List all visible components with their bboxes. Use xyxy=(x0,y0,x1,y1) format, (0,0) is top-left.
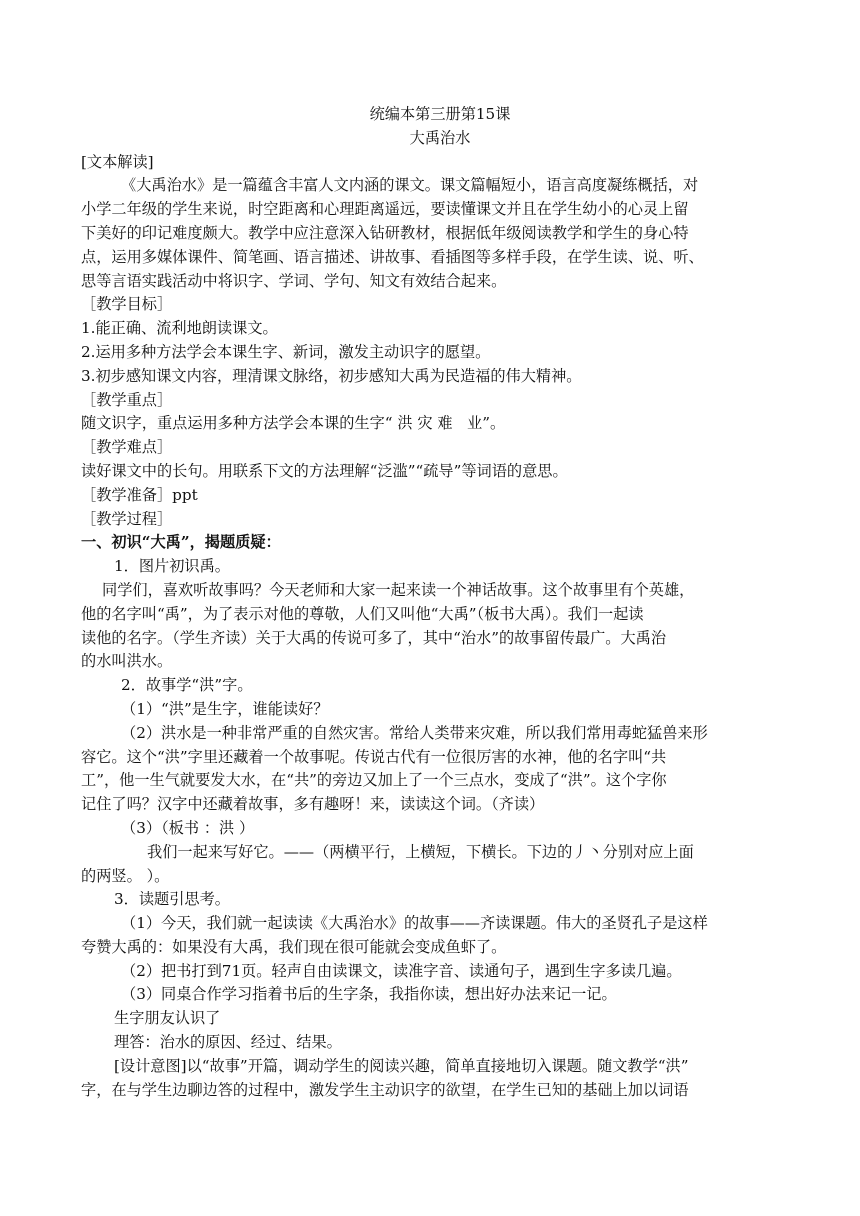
section-heading: 一、初识“大禹”，揭题质疑： xyxy=(81,533,281,552)
text-line: 3．读题引思考。 xyxy=(114,890,230,909)
text-line: 记住了吗？汉字中还藏着故事，多有趣呀！来，读读这个词。（齐读） xyxy=(81,795,545,814)
text-line: （1）“洪”是生字，谁能读好？ xyxy=(121,699,329,718)
text-line: 同学们，喜欢听故事吗？今天老师和大家一起来读一个神话故事。这个故事里有个英雄， xyxy=(102,580,695,599)
text-line: （2）洪水是一种非常严重的自然灾害。常给人类带来灾难，所以我们常用毒蛇猛兽来形 xyxy=(121,723,708,742)
text-line: 2．故事学“洪”字。 xyxy=(121,676,253,695)
text-line: 读他的名字。（学生齐读）关于大禹的传说可多了，其中“治水”的故事留传最广。大禹治 xyxy=(81,628,667,647)
text-line: ［教学重点］ xyxy=(81,390,173,409)
text-line: 夸赞大禹的：如果没有大禹，我们现在很可能就会变成鱼虾了。 xyxy=(81,937,507,956)
text-line: 2.运用多种方法学会本课生字、新词，激发主动识字的愿望。 xyxy=(81,342,491,361)
text-line: 3.初步感知课文内容，理清课文脉络，初步感知大禹为民造福的伟大精神。 xyxy=(81,366,582,385)
text-line: ［教学目标］ xyxy=(81,295,173,314)
text-line: （3）（板书 ：洪 ） xyxy=(121,818,255,837)
text-line: 1.能正确、流利地朗读课文。 xyxy=(81,319,278,338)
lesson-title: 大禹治水 xyxy=(409,128,471,147)
text-line: 读好课文中的长句。用联系下文的方法理解“泛滥”“疏导”等词语的意思。 xyxy=(81,461,568,480)
text-line: [设计意图]以“故事”开篇，调动学生的阅读兴趣，简单直接地切入课题。随文教学“洪” xyxy=(114,1056,689,1075)
text-line: 随文识字，重点运用多种方法学会本课的生字“ 洪 灾 难 业”。 xyxy=(81,414,506,433)
text-line: 点，运用多媒体课件、简笔画、语言描述、讲故事、看插图等多样手段，在学生读、说、听、 xyxy=(81,247,704,266)
document-title: 统编本第三册第15课 xyxy=(369,105,511,123)
text-line: 1．图片初识禹。 xyxy=(114,557,230,576)
text-line: 他的名字叫“禹”，为了表示对他的尊敬，人们又叫他“大禹”（板书大禹）。我们一起读 xyxy=(81,604,644,623)
text-line: （3）同桌合作学习指着书后的生字条，我指你读，想出好办法来记一记。 xyxy=(121,985,617,1004)
text-line: 容它。这个“洪”字里还藏着一个故事呢。传说古代有一位很厉害的水神，他的名字叫“共 xyxy=(81,747,667,766)
text-line: ［教学准备］ppt xyxy=(81,485,198,504)
text-line: （2）把书打到71页。轻声自由读课文，读准字音、读通句子，遇到生字多读几遍。 xyxy=(121,961,682,980)
text-line: 小学二年级的学生来说，时空距离和心理距离遥远，要读懂课文并且在学生幼小的心灵上留 xyxy=(81,200,689,219)
text-line: 我们一起来写好它。——（两横平行，上横短，下横长。下边的丿丶分别对应上面 xyxy=(147,842,694,861)
text-line: 的水叫洪水。 xyxy=(81,652,173,671)
text-line: 的两竖。 ）。 xyxy=(81,866,170,885)
text-line: ［教学过程］ xyxy=(81,509,173,528)
text-line: ［教学难点］ xyxy=(81,438,173,457)
document-body xyxy=(81,151,773,1103)
text-line: 下美好的印记难度颇大。教学中应注意深入钻研教材，根据低年级阅读教学和学生的身心特 xyxy=(81,223,689,242)
text-line: 工”，他一生气就要发大水，在“共”的旁边又加上了一个三点水，变成了“洪”。这个字你 xyxy=(81,771,667,790)
text-line: [文本解读] xyxy=(81,152,154,171)
text-line: 字，在与学生边聊边答的过程中，激发学生主动识字的欲望，在学生已知的基础上加以词语 xyxy=(81,1080,689,1099)
text-line: 思等言语实践活动中将识字、学词、学句、知文有效结合起来。 xyxy=(81,271,507,290)
text-line: 《大禹治水》是一篇蕴含丰富人文内涵的课文。课文篇幅短小，语言高度凝练概括，对 xyxy=(121,176,699,195)
text-line: 理答：治水的原因、经过、结果。 xyxy=(114,1033,342,1052)
text-line: 生字朋友认识了 xyxy=(114,1009,221,1028)
text-line: （1）今天，我们就一起读读《大禹治水》的故事——齐读课题。伟大的圣贤孔子是这样 xyxy=(121,914,708,933)
